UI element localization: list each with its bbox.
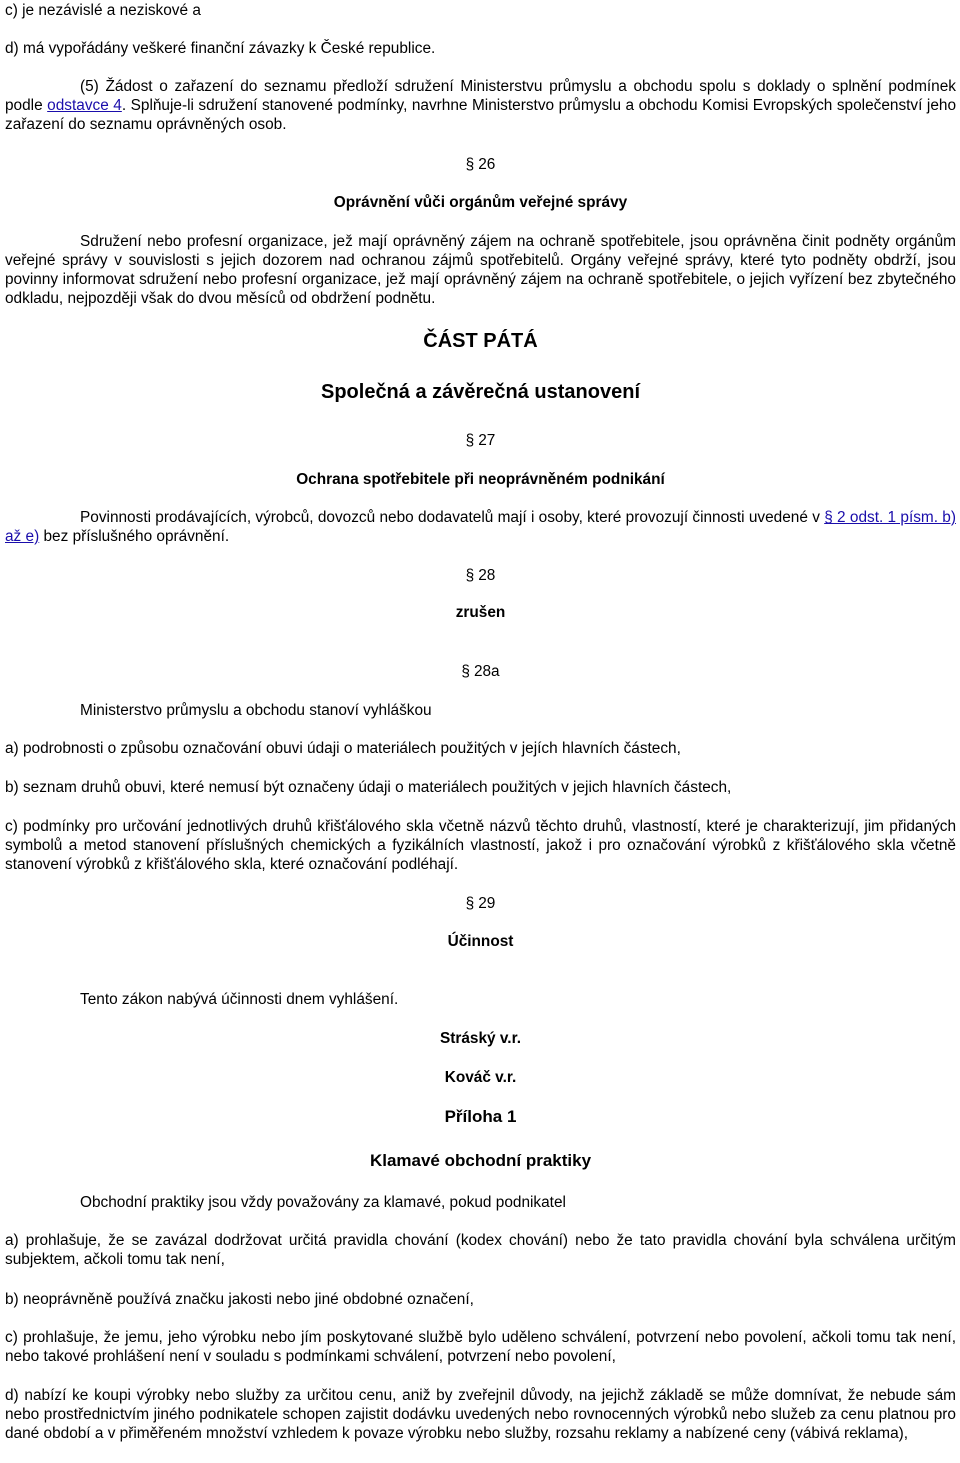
section-28-heading (5, 566, 956, 585)
item-c: c) je nezávislé a neziskové a (5, 2, 201, 19)
section-sign-icon: § (465, 432, 475, 449)
section-27-text-b: bez příslušného oprávnění. (39, 528, 230, 545)
section-27-text-a: Povinnosti prodávajících, výrobců, dovozců nebo dodavatelů mají i osoby, které provozují činnosti uvedené v (80, 509, 825, 526)
section-sign-icon: § (461, 663, 470, 680)
section-27-number: 27 (478, 432, 496, 449)
section-26-text: Sdružení nebo profesní organizace, jež mají oprávněný zájem na ochraně spotřebitele, jsou oprávněna činit podněty orgánům veřejné správy v souvislosti s jejich dozorem nad ochranou zájmů spotřebitelů. Orgány veřejné správy, které tyto podněty obdrží, jsou povinny informovat sdružení nebo profesní organizace, jež mají oprávněný zájem na ochraně spotřebitele, o jejich vyřízení bez zbytečného odkladu, nejpozději však do dvou měsíců od obdržení podnětu. (5, 233, 956, 307)
paragraph-5 (5, 77, 956, 134)
section-sign-icon: § (465, 156, 475, 173)
signature-strasky: Stráský v.r. (439, 1030, 521, 1047)
section-27-heading (5, 431, 956, 450)
section-28a-item-c: c) podmínky pro určování jednotlivých druhů křišťálového skla včetně názvů těchto druhů, vlastností, které je charakterizují, jim přidaných symbolů a metod stanovení příslušných chemických a fyzikálních vlastností, jakož i pro označování výrobků z křišťálového skla včetně stanovení výrobků z křišťálového skla, které označování podléhají. (5, 818, 956, 873)
section-26-heading (5, 155, 956, 174)
section-28-number: 28 (478, 567, 496, 584)
section-27-text (5, 508, 956, 546)
link-odstavce-4[interactable]: odstavce 4 (47, 97, 122, 114)
section-26-title: Oprávnění vůči orgánům veřejné správy (333, 194, 628, 211)
section-29-heading (5, 894, 956, 913)
annex-item-d: d) nabízí ke koupi výrobky nebo služby za určitou cenu, aniž by zveřejnil důvody, na jejichž základě se může domnívat, že nebude sám nebo prostřednictvím jiného podnikatele schopen zajistit dodávku uvedených nebo rovnocenných výrobků nebo služeb za cenu platnou pro dané období a v přiměřeném množství vzhledem k povaze výrobku nebo služby, rozsahu reklamy a nabízené ceny (vábivá reklama), (5, 1387, 956, 1442)
section-29-text: Tento zákon nabývá účinnosti dnem vyhlášení. (80, 991, 399, 1008)
signature-kovac: Kováč v.r. (444, 1069, 517, 1086)
item-d: d) má vypořádány veškeré finanční závazky k České republice. (5, 40, 436, 57)
section-28a-item-b: b) seznam druhů obuvi, které nemusí být označeny údaji o materiálech použitých v jejich hlavních částech, (5, 779, 732, 796)
annex-item-c: c) prohlašuje, že jemu, jeho výrobku nebo jím poskytované službě bylo uděleno schválení, potvrzení nebo povolení, ačkoli tomu tak není, nebo takové prohlášení není v souladu s podmínkami schválení, potvrzení nebo povolení, (5, 1329, 956, 1365)
link-paragraph-2[interactable]: § 2 odst. 1 písm. b) až e) (5, 509, 956, 545)
annex-title: Příloha 1 (444, 1107, 517, 1126)
section-29-title: Účinnost (447, 933, 514, 950)
section-28a-number: 28a (473, 663, 500, 680)
section-sign-icon: § (465, 895, 475, 912)
paragraph-5-text-a: (5) Žádost o zařazení do seznamu předloží sdružení Ministerstvu průmyslu a obchodu spolu s doklady o splnění podmínek podle (5, 78, 956, 114)
section-27-title: Ochrana spotřebitele při neoprávněném podnikání (296, 471, 665, 488)
section-28a-intro: Ministerstvo průmyslu a obchodu stanoví vyhláškou (80, 702, 432, 719)
section-29-number: 29 (478, 895, 496, 912)
paragraph-5-text-b: . Splňuje-li sdružení stanovené podmínky, navrhne Ministerstvo průmyslu a obchodu Komisi Evropských společenství jeho zařazení do seznamu oprávněných osob. (5, 97, 957, 133)
section-28a-heading (5, 662, 956, 681)
part-5-subtitle: Společná a závěrečná ustanovení (320, 381, 641, 403)
section-sign-icon: § (465, 567, 475, 584)
annex-intro: Obchodní praktiky jsou vždy považovány za klamavé, pokud podnikatel (80, 1194, 566, 1211)
section-26-number: 26 (478, 156, 496, 173)
section-28a-item-a: a) podrobnosti o způsobu označování obuvi údaji o materiálech použitých v jejích hlavních částech, (5, 740, 681, 757)
annex-item-a: a) prohlašuje, že se zavázal dodržovat určitá pravidla chování (kodex chování) nebo že tato pravidla chování byla schválena určitým subjektem, ačkoli tomu tak není, (5, 1232, 956, 1268)
annex-item-b: b) neoprávněně používá značku jakosti nebo jiné obdobné označení, (5, 1291, 474, 1308)
annex-subtitle: Klamavé obchodní praktiky (369, 1151, 592, 1170)
section-28-title: zrušen (455, 604, 506, 621)
part-5-title: ČÁST PÁTÁ (423, 330, 538, 352)
